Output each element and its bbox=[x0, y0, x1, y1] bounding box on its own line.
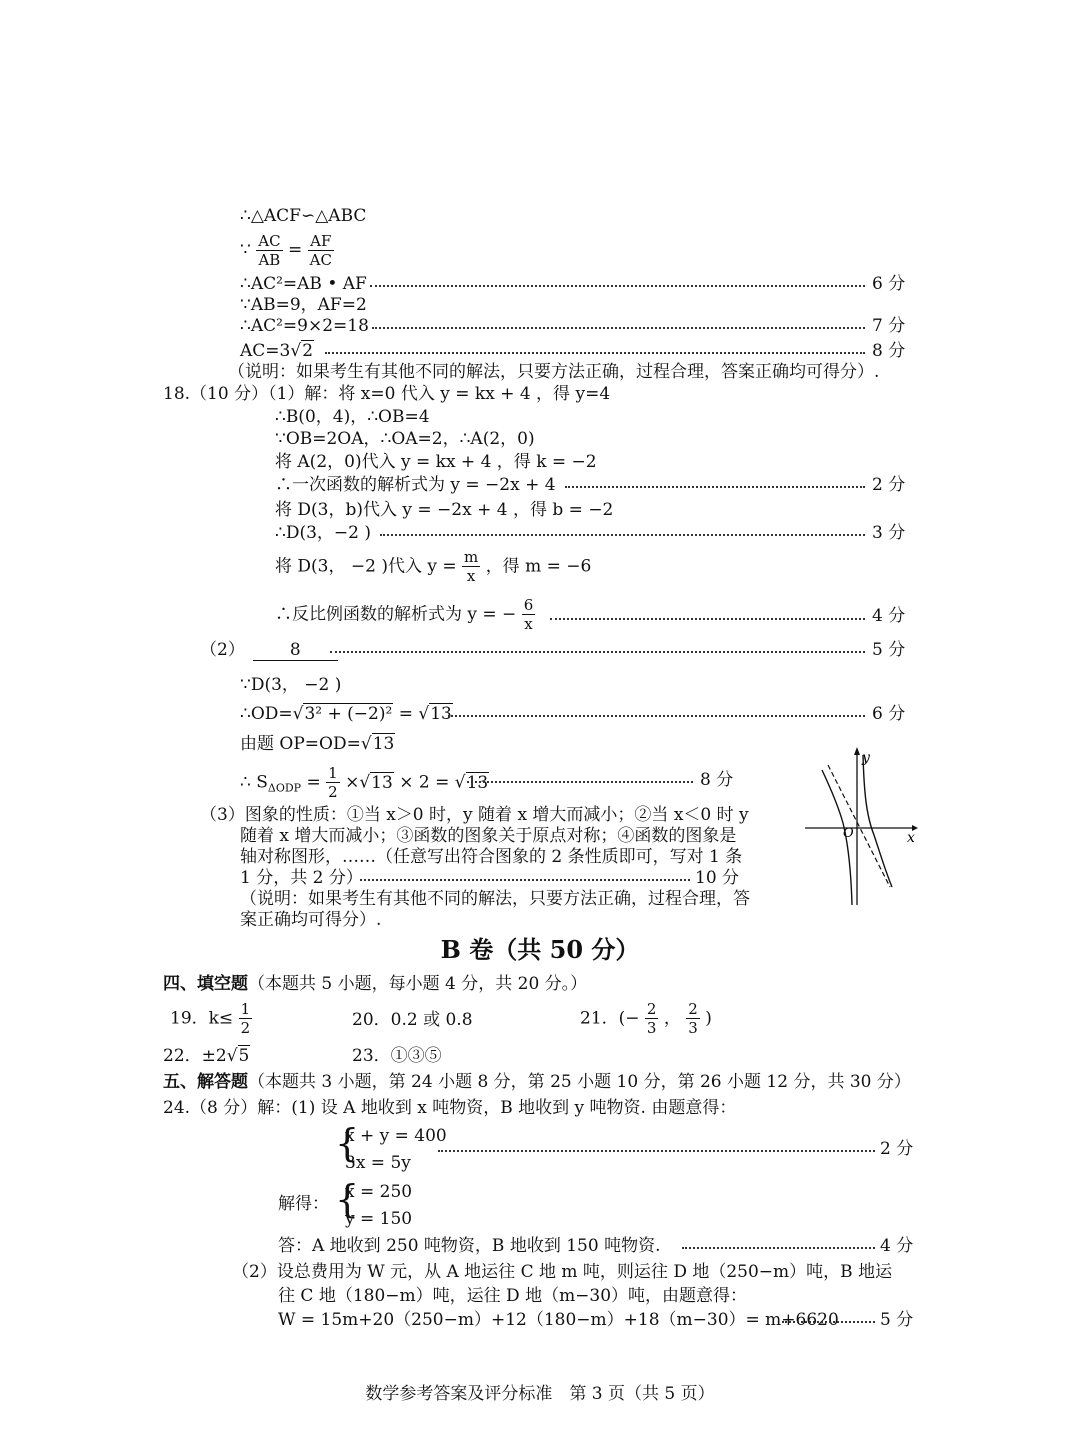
q18-p3-2: 随着 x 增大而减小；③函数的图象关于原点对称；④函数的图象是 bbox=[240, 826, 737, 846]
q21-frac2: $\frac{2}{3}$ bbox=[688, 1000, 698, 1037]
q18-p3-6: 案正确均可得分）. bbox=[240, 910, 382, 930]
sec4-head: 四、填空题（本题共 5 小题，每小题 4 分，共 20 分。） bbox=[163, 974, 588, 994]
q22: 22．±2√5 bbox=[163, 1046, 250, 1066]
q17-eq: = bbox=[287, 240, 303, 260]
origin-label: O bbox=[843, 826, 854, 841]
q18-a4: ∴一次函数的解析式为 y = −2x + 4 bbox=[275, 475, 556, 495]
q18-b4: ∴ $S_{\Delta ODP}$ = $\frac{1}{2}$ ×√13 × 2 = √13 bbox=[240, 764, 489, 801]
q24-p2-1: （2）设总费用为 W 元，从 A 地运往 C 地 m 吨，则运往 D 地（250−m）吨，B 地运 bbox=[232, 1262, 893, 1282]
q24-eq1: x + y = 400 bbox=[345, 1126, 447, 1146]
q17-line6: AC=3√2 bbox=[240, 341, 314, 361]
page-footer: 数学参考答案及评分标准 第 3 页（共 5 页） bbox=[365, 1384, 715, 1404]
q18-b1: ∵D(3， −2 ) bbox=[240, 675, 342, 695]
q17-frac2: $\frac{AF}{AC}$ bbox=[309, 232, 332, 269]
q17-line4: ∵AB=9，AF=2 bbox=[240, 295, 367, 315]
q17-because: ∵ bbox=[240, 240, 251, 260]
q18-p3-1: （3）图象的性质：①当 x＞0 时，y 随着 x 增大而减小；②当 x＜0 时 y bbox=[200, 805, 749, 825]
q18-a7: 将 D(3， −2 )代入 y = $\frac{m}{x}$ ，得 m = −6 bbox=[275, 548, 592, 585]
q18-a3: 将 A(2，0)代入 y = kx + 4 ，得 k = −2 bbox=[275, 452, 597, 472]
score-5: 5 分 bbox=[872, 640, 906, 660]
score-10: 10 分 bbox=[695, 868, 740, 888]
q24-eq3: x = 250 bbox=[345, 1182, 413, 1202]
q17-frac1: $\frac{AC}{AB}$ bbox=[258, 232, 281, 269]
q17-line3: ∴AC²=AB • AF bbox=[240, 274, 367, 294]
score-4: 4 分 bbox=[872, 606, 906, 626]
q17-line5: ∴AC²=9×2=18 bbox=[240, 316, 369, 336]
q18-p2: （2） 8 bbox=[200, 640, 338, 661]
q17-line2 bbox=[240, 232, 334, 269]
q19-frac: $\frac{1}{2}$ bbox=[240, 1000, 251, 1037]
q18-b3: 由题 OP=OD=√13 bbox=[240, 734, 395, 754]
q21-frac1: $\frac{2}{3}$ bbox=[646, 1000, 657, 1037]
q18-a6: ∴D(3，−2 ) bbox=[275, 523, 371, 543]
q18-p3-5: （说明：如果考生有其他不同的解法，只要方法正确，过程合理，答 bbox=[240, 889, 750, 909]
function-graph bbox=[800, 745, 920, 910]
q19: 19．k≤ $\frac{1}{2}$ bbox=[170, 1000, 251, 1037]
q24-p2-3: W = 15m+20（250−m）+12（180−m）+18（m−30）= m+6620 bbox=[278, 1310, 839, 1330]
q18-a2: ∵OB=2OA，∴OA=2，∴A(2，0) bbox=[275, 429, 535, 449]
score-8: 8 分 bbox=[872, 341, 906, 361]
q24-solve-label: 解得： bbox=[278, 1194, 329, 1214]
x-axis-label: x bbox=[907, 830, 915, 846]
q18-frac-m-x: $\frac{m}{x}$ bbox=[464, 548, 479, 585]
q24-eq4: y = 150 bbox=[345, 1209, 413, 1229]
score-3: 3 分 bbox=[872, 523, 906, 543]
q17-line1: ∴△ACF∽△ABC bbox=[240, 206, 367, 226]
q18-a8: ∴反比例函数的解析式为 y = − $\frac{6}{x}$ bbox=[275, 596, 534, 633]
q24-eq2: 3x = 5y bbox=[345, 1153, 411, 1173]
q24-answer: 答：A 地收到 250 吨物资，B 地收到 150 吨物资. bbox=[278, 1236, 661, 1256]
q18-frac-6-x: $\frac{6}{x}$ bbox=[523, 596, 534, 633]
q24-p2-2: 往 C 地（180−m）吨，运往 D 地（m−30）吨，由题意得： bbox=[278, 1286, 748, 1306]
q18-b2: ∴OD=√3² + (−2)² = √13 bbox=[240, 704, 452, 724]
sec5-head: 五、解答题（本题共 3 小题，第 24 小题 8 分，第 25 小题 10 分，第 26 小题 12 分，共 30 分） bbox=[163, 1072, 911, 1092]
q18-p3-4: 1 分，共 2 分） bbox=[240, 868, 363, 888]
q18-a1: ∴B(0，4)，∴OB=4 bbox=[275, 407, 430, 427]
q18-frac-half: $\frac{1}{2}$ bbox=[328, 764, 338, 801]
score-4b: 4 分 bbox=[880, 1236, 914, 1256]
score-2b: 2 分 bbox=[880, 1139, 914, 1159]
q21: 21．(− $\frac{2}{3}$ ， $\frac{2}{3}$ ) bbox=[580, 1000, 712, 1037]
score-7: 7 分 bbox=[872, 316, 906, 336]
y-axis-label: y bbox=[862, 750, 870, 766]
score-5b: 5 分 bbox=[880, 1310, 914, 1330]
score-6: 6 分 bbox=[872, 274, 906, 294]
q20: 20．0.2 或 0.8 bbox=[352, 1010, 473, 1030]
q18-a5: 将 D(3，b)代入 y = −2x + 4 ，得 b = −2 bbox=[275, 500, 614, 520]
part-b-title: B 卷（共 50 分） bbox=[440, 935, 640, 964]
q23: 23．①③⑤ bbox=[352, 1046, 442, 1066]
score-2: 2 分 bbox=[872, 475, 906, 495]
score-8b: 8 分 bbox=[700, 770, 734, 790]
q17-note: （说明：如果考生有其他不同的解法，只要方法正确，过程合理，答案正确均可得分）. bbox=[228, 362, 880, 382]
q18-p2-answer: 8 bbox=[253, 640, 338, 661]
score-6b: 6 分 bbox=[872, 704, 906, 724]
q24-head: 24.（8 分）解：(1) 设 A 地收到 x 吨物资，B 地收到 y 吨物资. 由题意得： bbox=[163, 1098, 737, 1118]
q18-head: 18.（10 分）（1）解：将 x=0 代入 y = kx + 4 ，得 y=4 bbox=[163, 384, 611, 404]
q18-p3-3: 轴对称图形，……（任意写出符合图象的 2 条性质即可，写对 1 条 bbox=[240, 847, 743, 867]
